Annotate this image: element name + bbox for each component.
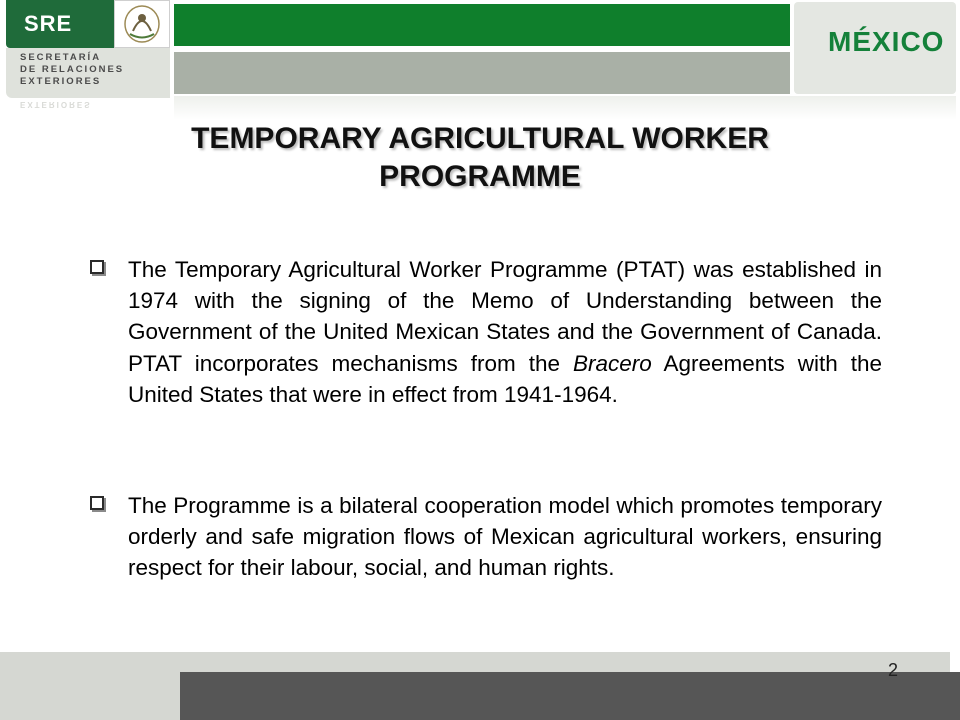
sre-subtitle-reflection: EXTERIORES [20, 100, 92, 109]
bullet-text-part: Agreements with the United States that were in effect from 1941-1964. [128, 350, 882, 407]
checkbox-bullet-icon [90, 260, 104, 274]
sre-logo [6, 0, 114, 48]
bullet-text: The Programme is a bilateral cooperation model which promotes temporary orderly and safe migration flows of Mexican agricultural workers, ensuring respect for their labour, social, and human rights. [128, 493, 882, 581]
sre-subtitle: SECRETARÍA DE RELACIONES EXTERIORES [20, 52, 125, 87]
slide-title-line1: TEMPORARY AGRICULTURAL WORKER [191, 122, 769, 155]
bullet-item [90, 254, 882, 410]
header-reflection [174, 96, 956, 120]
slide-title [60, 120, 900, 196]
checkbox-bullet-icon [90, 496, 104, 510]
slide-title-line2: PROGRAMME [379, 160, 581, 193]
header-gray-bar [174, 52, 790, 94]
footer-band-dark [180, 672, 960, 720]
slide-header [0, 0, 960, 130]
bullet-text [128, 254, 882, 410]
mexico-logo-text: MÉXICO [828, 26, 945, 57]
mexican-seal-icon [114, 0, 170, 48]
sre-logo-text: SRE [24, 11, 73, 36]
header-green-bar [174, 4, 790, 46]
page-number: 2 [888, 660, 899, 680]
bullet-text-italic: Bracero [572, 350, 652, 376]
bullet-text-part: The Temporary Agricultural Worker Programme (PTAT) was established in 1974 with the signing of the Memo of Understanding between the Government of the United Mexican States and the Government of Canada. PTAT incorporates mechanisms from the [128, 257, 882, 376]
bullet-item [90, 490, 882, 584]
